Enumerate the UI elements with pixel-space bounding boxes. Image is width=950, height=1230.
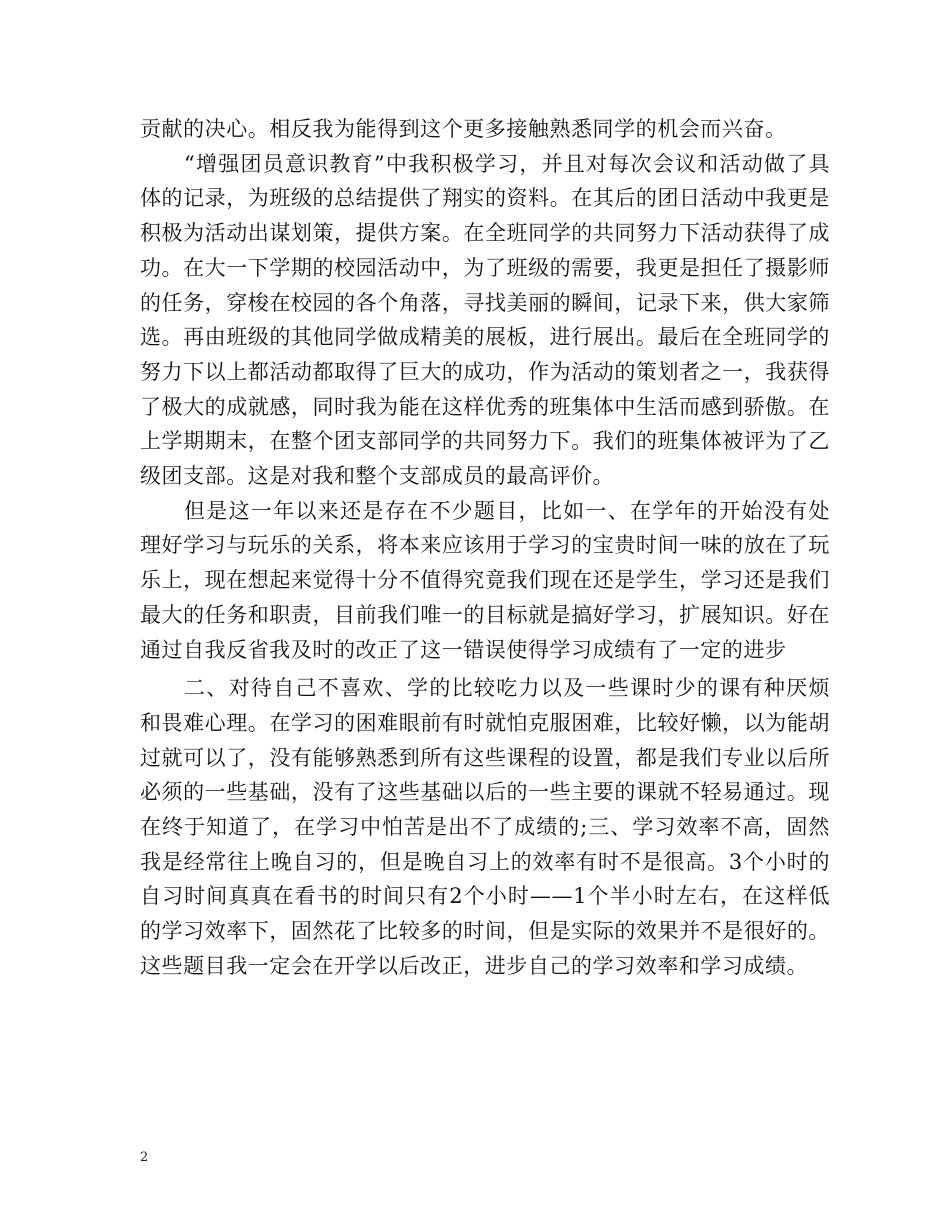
paragraph-problems-first: 但是这一年以来还是存在不少题目，比如一、在学年的开始没有处理好学习与玩乐的关系，将本来应该用于学习的宝贵时间一味的放在了玩乐上，现在想起来觉得十分不值得究竟我们现在还是学生，学习还是我们最大的任务和职责，目前我们唯一的目标就是搞好学习，扩展知识。好在通过自我反省我及时的改正了这一错误使得学习成绩有了一定的进步 [140,498,830,662]
paragraph-problems-second-third: 二、对待自己不喜欢、学的比较吃力以及一些课时少的课有种厌烦和畏难心理。在学习的困难眼前有时就怕克服困难，比较好懒，以为能胡过就可以了，没有能够熟悉到所有这些课程的设置，都是我们专业以后所必须的一些基础，没有了这些基础以后的一些主要的课就不轻易通过。现在终于知道了，在学习中怕苦是出不了成绩的;三、学习效率不高，固然我是经常往上晚自习的，但是晚自习上的效率有时不是很高。3个小时的自习时间真真在看书的时间只有2个小时——1个半小时左右，在这样低的学习效率下，固然花了比较多的时间，但是实际的效果并不是很好的。这些题目我一定会在开学以后改正，进步自己的学习效率和学习成绩。 [140,676,830,978]
page-number: 2 [140,1150,149,1165]
paragraph-league-education: “增强团员意识教育”中我积极学习，并且对每次会议和活动做了具体的记录，为班级的总结提供了翔实的资料。在其后的团日活动中我更是积极为活动出谋划策，提供方案。在全班同学的共同努力下活动获得了成功。在大一下学期的校园活动中，为了班级的需要，我更是担任了摄影师的任务，穿梭在校园的各个角落，寻找美丽的瞬间，记录下来，供大家筛选。再由班级的其他同学做成精美的展板，进行展出。最后在全班同学的努力下以上都活动都取得了巨大的成功，作为活动的策划者之一，我获得了极大的成就感，同时我为能在这样优秀的班集体中生活而感到骄傲。在上学期期末，在整个团支部同学的共同努力下。我们的班集体被评为了乙级团支部。这是对我和整个支部成员的最高评价。 [140,151,830,489]
paragraph-continuation: 贡献的决心。相反我为能得到这个更多接触熟悉同学的机会而兴奋。 [140,117,787,141]
document-body [140,112,830,984]
